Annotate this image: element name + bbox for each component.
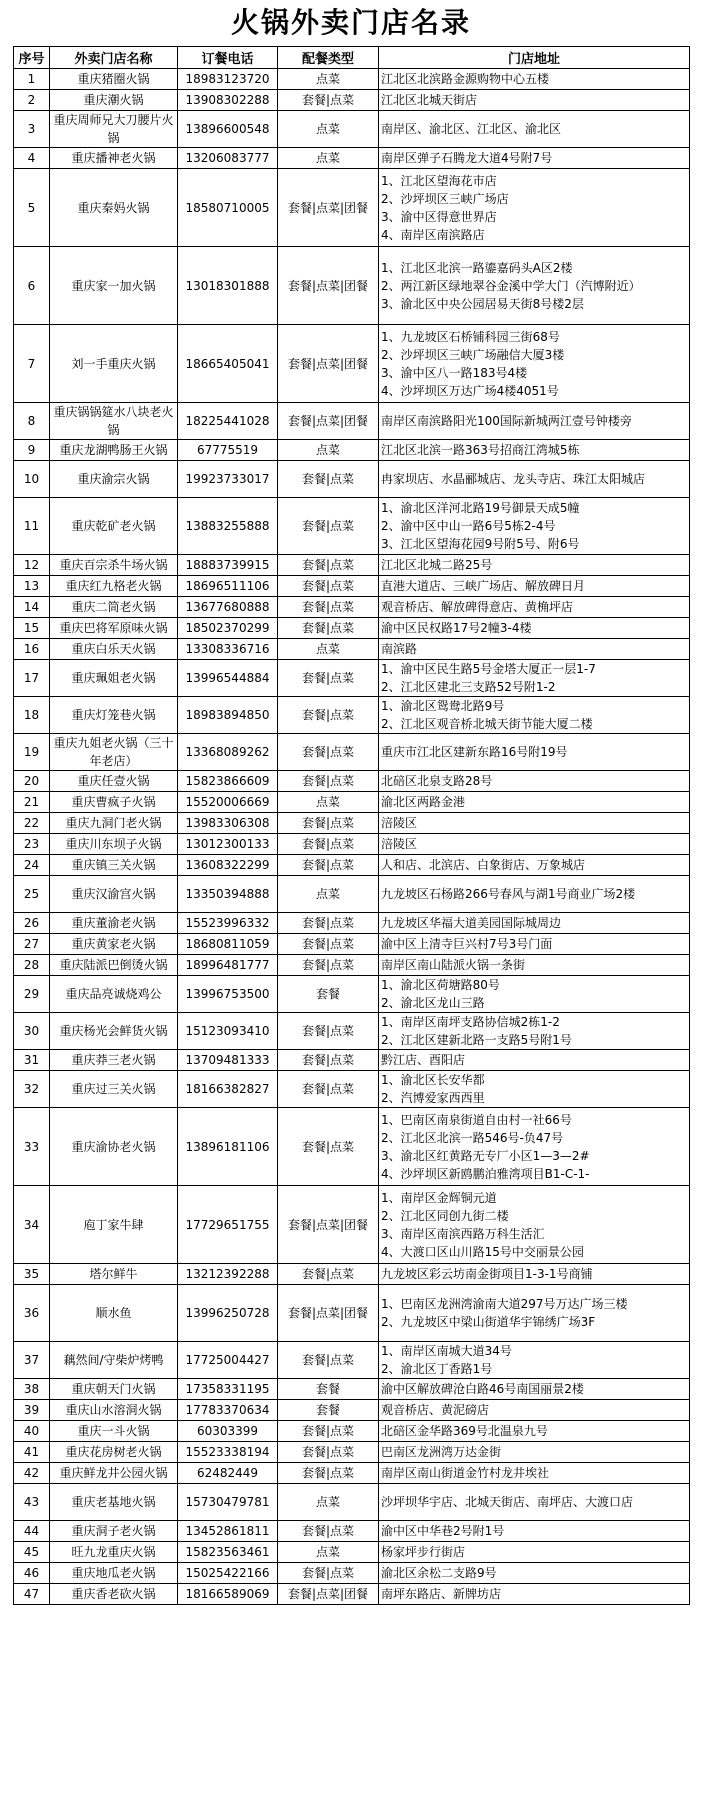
row-number: 37 xyxy=(14,1342,50,1379)
meal-type: 套餐|点菜 xyxy=(278,934,379,955)
row-number: 46 xyxy=(14,1563,50,1584)
phone-number: 60303399 xyxy=(178,1421,278,1442)
row-number: 28 xyxy=(14,955,50,976)
meal-type: 套餐|点菜 xyxy=(278,855,379,876)
meal-type: 套餐 xyxy=(278,1379,379,1400)
phone-number: 13350394888 xyxy=(178,876,278,913)
table-row xyxy=(14,1563,690,1584)
phone-number: 13452861811 xyxy=(178,1521,278,1542)
phone-number: 18225441028 xyxy=(178,403,278,440)
store-name: 重庆珮姐老火锅 xyxy=(50,660,178,697)
store-address: 1、渝北区鸳鸯北路9号 2、江北区观音桥北城天街节能大厦二楼 xyxy=(379,697,690,734)
header-phone: 订餐电话 xyxy=(178,47,278,69)
row-number: 47 xyxy=(14,1584,50,1605)
phone-number: 13308336716 xyxy=(178,639,278,660)
table-row xyxy=(14,169,690,247)
store-name: 塔尔鲜牛 xyxy=(50,1264,178,1285)
store-address: 南岸区南山陆派火锅一条街 xyxy=(379,955,690,976)
table-row xyxy=(14,148,690,169)
store-name: 重庆播神老火锅 xyxy=(50,148,178,169)
meal-type: 套餐|点菜 xyxy=(278,734,379,771)
table-row xyxy=(14,1584,690,1605)
store-address: 1、渝中区民生路5号金塔大厦正一层1-7 2、江北区建北三支路52号附1-2 xyxy=(379,660,690,697)
store-name: 刘一手重庆火锅 xyxy=(50,325,178,403)
store-name: 重庆品亮诚烧鸡公 xyxy=(50,976,178,1013)
table-row xyxy=(14,618,690,639)
table-row xyxy=(14,1071,690,1108)
store-address: 渝北区两路金港 xyxy=(379,792,690,813)
table-row xyxy=(14,1013,690,1050)
store-address: 1、巴南区南泉街道自由村一社66号 2、江北区北滨一路546号-负47号 3、渝北区红黄路无专厂小区1—3—2# 4、沙坪坝区新鸥鹏泊雅湾项目B1-C-1- xyxy=(379,1108,690,1186)
store-address: 1、巴南区龙洲湾渝南大道297号万达广场三楼 2、九龙坡区中梁山街道华宇锦绣广场3F xyxy=(379,1285,690,1342)
table-row xyxy=(14,639,690,660)
store-address: 1、渝北区长安华都 2、汽博爱家西西里 xyxy=(379,1071,690,1108)
store-address: 南岸区南滨路阳光100国际新城两江壹号钟楼旁 xyxy=(379,403,690,440)
store-address: 1、渝北区洋河北路19号御景天成5幢 2、渝中区中山一路6号5栋2-4号 3、江北区望海花园9号附5号、附6号 xyxy=(379,498,690,555)
header-row xyxy=(14,47,690,69)
header-meal-type: 配餐类型 xyxy=(278,47,379,69)
store-name: 重庆老基地火锅 xyxy=(50,1484,178,1521)
row-number: 39 xyxy=(14,1400,50,1421)
meal-type: 点菜 xyxy=(278,111,379,148)
store-name: 重庆百宗杀牛场火锅 xyxy=(50,555,178,576)
phone-number: 18502370299 xyxy=(178,618,278,639)
meal-type: 套餐|点菜 xyxy=(278,1071,379,1108)
store-name: 重庆一斗火锅 xyxy=(50,1421,178,1442)
meal-type: 点菜 xyxy=(278,148,379,169)
store-name: 重庆红九格老火锅 xyxy=(50,576,178,597)
store-address: 直港大道店、三峡广场店、解放碑日月 xyxy=(379,576,690,597)
store-address: 涪陵区 xyxy=(379,813,690,834)
row-number: 30 xyxy=(14,1013,50,1050)
store-address: 九龙坡区石杨路266号春风与湖1号商业广场2楼 xyxy=(379,876,690,913)
phone-number: 18580710005 xyxy=(178,169,278,247)
phone-number: 15025422166 xyxy=(178,1563,278,1584)
meal-type: 套餐|点菜 xyxy=(278,597,379,618)
row-number: 20 xyxy=(14,771,50,792)
store-name: 重庆渝协老火锅 xyxy=(50,1108,178,1186)
store-address: 九龙坡区彩云坊南金街项目1-3-1号商铺 xyxy=(379,1264,690,1285)
meal-type: 套餐|点菜|团餐 xyxy=(278,1584,379,1605)
row-number: 4 xyxy=(14,148,50,169)
phone-number: 13677680888 xyxy=(178,597,278,618)
store-address: 1、南岸区南坪支路协信城2栋1-2 2、江北区建新北路一支路5号附1号 xyxy=(379,1013,690,1050)
store-address: 南坪东路店、新牌坊店 xyxy=(379,1584,690,1605)
phone-number: 18166589069 xyxy=(178,1584,278,1605)
store-name: 重庆山水溶洞火锅 xyxy=(50,1400,178,1421)
table-row xyxy=(14,1186,690,1264)
table-row xyxy=(14,771,690,792)
phone-number: 18166382827 xyxy=(178,1071,278,1108)
store-name: 重庆董渝老火锅 xyxy=(50,913,178,934)
table-row xyxy=(14,1108,690,1186)
phone-number: 17783370634 xyxy=(178,1400,278,1421)
store-address: 杨家坪步行街店 xyxy=(379,1542,690,1563)
table-row xyxy=(14,955,690,976)
store-name: 重庆川东坝子火锅 xyxy=(50,834,178,855)
header-address: 门店地址 xyxy=(379,47,690,69)
phone-number: 18996481777 xyxy=(178,955,278,976)
table-row xyxy=(14,498,690,555)
row-number: 35 xyxy=(14,1264,50,1285)
phone-number: 13983306308 xyxy=(178,813,278,834)
store-name: 重庆秦妈火锅 xyxy=(50,169,178,247)
store-name: 重庆二筒老火锅 xyxy=(50,597,178,618)
row-number: 2 xyxy=(14,90,50,111)
table-row xyxy=(14,111,690,148)
store-address: 九龙坡区华福大道美园国际城周边 xyxy=(379,913,690,934)
phone-number: 18680811059 xyxy=(178,934,278,955)
row-number: 14 xyxy=(14,597,50,618)
row-number: 43 xyxy=(14,1484,50,1521)
meal-type: 点菜 xyxy=(278,639,379,660)
phone-number: 18665405041 xyxy=(178,325,278,403)
meal-type: 套餐|点菜 xyxy=(278,1108,379,1186)
meal-type: 套餐|点菜 xyxy=(278,813,379,834)
meal-type: 套餐|点菜 xyxy=(278,1342,379,1379)
meal-type: 点菜 xyxy=(278,440,379,461)
row-number: 36 xyxy=(14,1285,50,1342)
meal-type: 套餐|点菜 xyxy=(278,1050,379,1071)
meal-type: 套餐|点菜 xyxy=(278,576,379,597)
store-name: 重庆过三关火锅 xyxy=(50,1071,178,1108)
row-number: 33 xyxy=(14,1108,50,1186)
store-name: 重庆镇三关火锅 xyxy=(50,855,178,876)
phone-number: 15523338194 xyxy=(178,1442,278,1463)
meal-type: 套餐|点菜 xyxy=(278,90,379,111)
store-name: 重庆周师兄大刀腰片火锅 xyxy=(50,111,178,148)
store-name: 重庆香老砍火锅 xyxy=(50,1584,178,1605)
row-number: 32 xyxy=(14,1071,50,1108)
phone-number: 13883255888 xyxy=(178,498,278,555)
meal-type: 点菜 xyxy=(278,69,379,90)
row-number: 17 xyxy=(14,660,50,697)
phone-number: 67775519 xyxy=(178,440,278,461)
table-row xyxy=(14,1050,690,1071)
table-row xyxy=(14,461,690,498)
meal-type: 套餐|点菜|团餐 xyxy=(278,169,379,247)
store-address: 江北区北滨路金源购物中心五楼 xyxy=(379,69,690,90)
table-row xyxy=(14,555,690,576)
table-row xyxy=(14,660,690,697)
meal-type: 套餐|点菜 xyxy=(278,1442,379,1463)
table-row xyxy=(14,1421,690,1442)
phone-number: 13896600548 xyxy=(178,111,278,148)
store-address: 巴南区龙洲湾万达金街 xyxy=(379,1442,690,1463)
store-address: 渝中区民权路17号2幢3-4楼 xyxy=(379,618,690,639)
row-number: 24 xyxy=(14,855,50,876)
store-address: 1、南岸区南城大道34号 2、渝北区丁香路1号 xyxy=(379,1342,690,1379)
table-row xyxy=(14,697,690,734)
store-name: 重庆九洞门老火锅 xyxy=(50,813,178,834)
table-row xyxy=(14,440,690,461)
meal-type: 套餐|点菜 xyxy=(278,955,379,976)
phone-number: 18696511106 xyxy=(178,576,278,597)
row-number: 1 xyxy=(14,69,50,90)
store-name: 重庆鲜龙井公园火锅 xyxy=(50,1463,178,1484)
store-name: 重庆九姐老火锅（三十年老店） xyxy=(50,734,178,771)
table-row xyxy=(14,325,690,403)
store-name: 重庆莽三老火锅 xyxy=(50,1050,178,1071)
phone-number: 15123093410 xyxy=(178,1013,278,1050)
store-name: 重庆乾矿老火锅 xyxy=(50,498,178,555)
table-row xyxy=(14,247,690,325)
table-row xyxy=(14,1442,690,1463)
table-row xyxy=(14,1264,690,1285)
meal-type: 点菜 xyxy=(278,1542,379,1563)
row-number: 29 xyxy=(14,976,50,1013)
row-number: 16 xyxy=(14,639,50,660)
row-number: 27 xyxy=(14,934,50,955)
row-number: 26 xyxy=(14,913,50,934)
table-row xyxy=(14,90,690,111)
row-number: 12 xyxy=(14,555,50,576)
store-address: 1、江北区望海花市店 2、沙坪坝区三峡广场店 3、渝中区得意世界店 4、南岸区南滨路店 xyxy=(379,169,690,247)
store-name: 重庆花房树老火锅 xyxy=(50,1442,178,1463)
store-name: 重庆地瓜老火锅 xyxy=(50,1563,178,1584)
store-address: 观音桥店、解放碑得意店、黄桷坪店 xyxy=(379,597,690,618)
store-name: 重庆潮火锅 xyxy=(50,90,178,111)
row-number: 19 xyxy=(14,734,50,771)
store-address: 南岸区弹子石腾龙大道4号附7号 xyxy=(379,148,690,169)
row-number: 41 xyxy=(14,1442,50,1463)
row-number: 23 xyxy=(14,834,50,855)
phone-number: 15823866609 xyxy=(178,771,278,792)
store-name: 旺九龙重庆火锅 xyxy=(50,1542,178,1563)
meal-type: 套餐|点菜|团餐 xyxy=(278,1186,379,1264)
phone-number: 19923733017 xyxy=(178,461,278,498)
store-name: 重庆渝宗火锅 xyxy=(50,461,178,498)
meal-type: 套餐|点菜 xyxy=(278,697,379,734)
store-address: 人和店、北滨店、白象街店、万象城店 xyxy=(379,855,690,876)
phone-number: 13709481333 xyxy=(178,1050,278,1071)
store-address: 渝北区余松二支路9号 xyxy=(379,1563,690,1584)
row-number: 45 xyxy=(14,1542,50,1563)
meal-type: 套餐|点菜|团餐 xyxy=(278,403,379,440)
meal-type: 套餐|点菜 xyxy=(278,1013,379,1050)
store-address: 冉家坝店、水晶郦城店、龙头寺店、珠江太阳城店 xyxy=(379,461,690,498)
row-number: 40 xyxy=(14,1421,50,1442)
phone-number: 13212392288 xyxy=(178,1264,278,1285)
table-row xyxy=(14,834,690,855)
phone-number: 62482449 xyxy=(178,1463,278,1484)
store-address: 南岸区、渝北区、江北区、渝北区 xyxy=(379,111,690,148)
row-number: 21 xyxy=(14,792,50,813)
meal-type: 套餐|点菜|团餐 xyxy=(278,1285,379,1342)
store-name: 重庆汉渝宫火锅 xyxy=(50,876,178,913)
store-address: 涪陵区 xyxy=(379,834,690,855)
store-address: 江北区北城二路25号 xyxy=(379,555,690,576)
row-number: 10 xyxy=(14,461,50,498)
row-number: 7 xyxy=(14,325,50,403)
phone-number: 15523996332 xyxy=(178,913,278,934)
meal-type: 点菜 xyxy=(278,1484,379,1521)
store-address: 渝中区中华巷2号附1号 xyxy=(379,1521,690,1542)
header-no: 序号 xyxy=(14,47,50,69)
table-row xyxy=(14,1342,690,1379)
table-row xyxy=(14,976,690,1013)
phone-number: 13896181106 xyxy=(178,1108,278,1186)
store-address: 1、渝北区荷塘路80号 2、渝北区龙山三路 xyxy=(379,976,690,1013)
store-address: 渝中区解放碑沧白路46号南国丽景2楼 xyxy=(379,1379,690,1400)
row-number: 13 xyxy=(14,576,50,597)
table-row xyxy=(14,403,690,440)
row-number: 22 xyxy=(14,813,50,834)
store-name: 重庆灯笼巷火锅 xyxy=(50,697,178,734)
store-address: 1、江北区北滨一路鎏嘉码头A区2楼 2、两江新区绿地翠谷金溪中学大门（汽博附近） 3、渝北区中央公园居易天街8号楼2层 xyxy=(379,247,690,325)
store-address: 1、九龙坡区石桥铺科园三街68号 2、沙坪坝区三峡广场融信大厦3楼 3、渝中区八一路183号4楼 4、沙坪坝区万达广场4楼4051号 xyxy=(379,325,690,403)
meal-type: 套餐|点菜 xyxy=(278,1521,379,1542)
table-row xyxy=(14,934,690,955)
store-name: 重庆锅锅筵水八块老火锅 xyxy=(50,403,178,440)
store-name: 重庆洞子老火锅 xyxy=(50,1521,178,1542)
phone-number: 18983123720 xyxy=(178,69,278,90)
meal-type: 套餐|点菜 xyxy=(278,771,379,792)
meal-type: 点菜 xyxy=(278,792,379,813)
row-number: 44 xyxy=(14,1521,50,1542)
row-number: 31 xyxy=(14,1050,50,1071)
store-address: 北碚区金华路369号北温泉九号 xyxy=(379,1421,690,1442)
row-number: 38 xyxy=(14,1379,50,1400)
phone-number: 13996753500 xyxy=(178,976,278,1013)
phone-number: 13012300133 xyxy=(178,834,278,855)
row-number: 5 xyxy=(14,169,50,247)
meal-type: 套餐|点菜 xyxy=(278,498,379,555)
store-address: 1、南岸区金辉铜元道 2、江北区同创九街二楼 3、南岸区南滨西路万科生活汇 4、大渡口区山川路15号中交丽景公园 xyxy=(379,1186,690,1264)
table-row xyxy=(14,734,690,771)
meal-type: 套餐|点菜 xyxy=(278,461,379,498)
row-number: 8 xyxy=(14,403,50,440)
table-row xyxy=(14,69,690,90)
phone-number: 15520006669 xyxy=(178,792,278,813)
meal-type: 套餐|点菜 xyxy=(278,555,379,576)
store-address: 黔江店、酉阳店 xyxy=(379,1050,690,1071)
row-number: 25 xyxy=(14,876,50,913)
store-address: 南滨路 xyxy=(379,639,690,660)
phone-number: 17729651755 xyxy=(178,1186,278,1264)
store-name: 重庆朝天门火锅 xyxy=(50,1379,178,1400)
store-name: 重庆白乐天火锅 xyxy=(50,639,178,660)
meal-type: 套餐|点菜 xyxy=(278,913,379,934)
meal-type: 套餐|点菜|团餐 xyxy=(278,247,379,325)
meal-type: 套餐|点菜 xyxy=(278,1563,379,1584)
store-name: 重庆任壹火锅 xyxy=(50,771,178,792)
phone-number: 13368089262 xyxy=(178,734,278,771)
store-address: 南岸区南山街道金竹村龙井埃社 xyxy=(379,1463,690,1484)
table-row xyxy=(14,597,690,618)
store-name: 重庆陆派巴倒烫火锅 xyxy=(50,955,178,976)
meal-type: 套餐 xyxy=(278,976,379,1013)
phone-number: 17725004427 xyxy=(178,1342,278,1379)
store-address: 渝中区上清寺巨兴村7号3号门面 xyxy=(379,934,690,955)
store-name: 藕然间/守柴炉烤鸭 xyxy=(50,1342,178,1379)
phone-number: 13996544884 xyxy=(178,660,278,697)
row-number: 11 xyxy=(14,498,50,555)
row-number: 15 xyxy=(14,618,50,639)
table-row xyxy=(14,1400,690,1421)
store-name: 重庆杨光会鲜货火锅 xyxy=(50,1013,178,1050)
store-name: 重庆曹疯子火锅 xyxy=(50,792,178,813)
table-row xyxy=(14,1463,690,1484)
page-title: 火锅外卖门店名录 xyxy=(230,6,471,39)
phone-number: 13608322299 xyxy=(178,855,278,876)
meal-type: 套餐|点菜 xyxy=(278,1264,379,1285)
table-row xyxy=(14,913,690,934)
row-number: 3 xyxy=(14,111,50,148)
phone-number: 18883739915 xyxy=(178,555,278,576)
meal-type: 点菜 xyxy=(278,876,379,913)
store-address: 沙坪坝华宇店、北城天街店、南坪店、大渡口店 xyxy=(379,1484,690,1521)
table-row xyxy=(14,1521,690,1542)
phone-number: 15730479781 xyxy=(178,1484,278,1521)
store-name: 顺水鱼 xyxy=(50,1285,178,1342)
row-number: 18 xyxy=(14,697,50,734)
meal-type: 套餐|点菜 xyxy=(278,660,379,697)
phone-number: 17358331195 xyxy=(178,1379,278,1400)
store-name: 重庆黄家老火锅 xyxy=(50,934,178,955)
row-number: 42 xyxy=(14,1463,50,1484)
meal-type: 套餐 xyxy=(278,1400,379,1421)
meal-type: 套餐|点菜 xyxy=(278,1421,379,1442)
table-row xyxy=(14,576,690,597)
store-name: 重庆巴将军原味火锅 xyxy=(50,618,178,639)
meal-type: 套餐|点菜 xyxy=(278,834,379,855)
store-table xyxy=(13,46,690,1605)
table-row xyxy=(14,1379,690,1400)
meal-type: 套餐|点菜 xyxy=(278,618,379,639)
store-address: 江北区北滨一路363号招商江湾城5栋 xyxy=(379,440,690,461)
table-row xyxy=(14,792,690,813)
row-number: 6 xyxy=(14,247,50,325)
table-row xyxy=(14,876,690,913)
meal-type: 套餐|点菜 xyxy=(278,1463,379,1484)
table-row xyxy=(14,1484,690,1521)
phone-number: 15823563461 xyxy=(178,1542,278,1563)
row-number: 34 xyxy=(14,1186,50,1264)
phone-number: 18983894850 xyxy=(178,697,278,734)
store-address: 江北区北城天街店 xyxy=(379,90,690,111)
table-row xyxy=(14,813,690,834)
store-address: 重庆市江北区建新东路16号附19号 xyxy=(379,734,690,771)
table-row xyxy=(14,855,690,876)
header-store-name: 外卖门店名称 xyxy=(50,47,178,69)
meal-type: 套餐|点菜|团餐 xyxy=(278,325,379,403)
store-name: 庖丁家牛肆 xyxy=(50,1186,178,1264)
row-number: 9 xyxy=(14,440,50,461)
store-address: 北碚区北泉支路28号 xyxy=(379,771,690,792)
store-name: 重庆家一加火锅 xyxy=(50,247,178,325)
phone-number: 13908302288 xyxy=(178,90,278,111)
store-name: 重庆猪圈火锅 xyxy=(50,69,178,90)
store-address: 观音桥店、黄泥磅店 xyxy=(379,1400,690,1421)
store-name: 重庆龙湖鸭肠王火锅 xyxy=(50,440,178,461)
phone-number: 13018301888 xyxy=(178,247,278,325)
phone-number: 13206083777 xyxy=(178,148,278,169)
table-row xyxy=(14,1285,690,1342)
phone-number: 13996250728 xyxy=(178,1285,278,1342)
table-row xyxy=(14,1542,690,1563)
